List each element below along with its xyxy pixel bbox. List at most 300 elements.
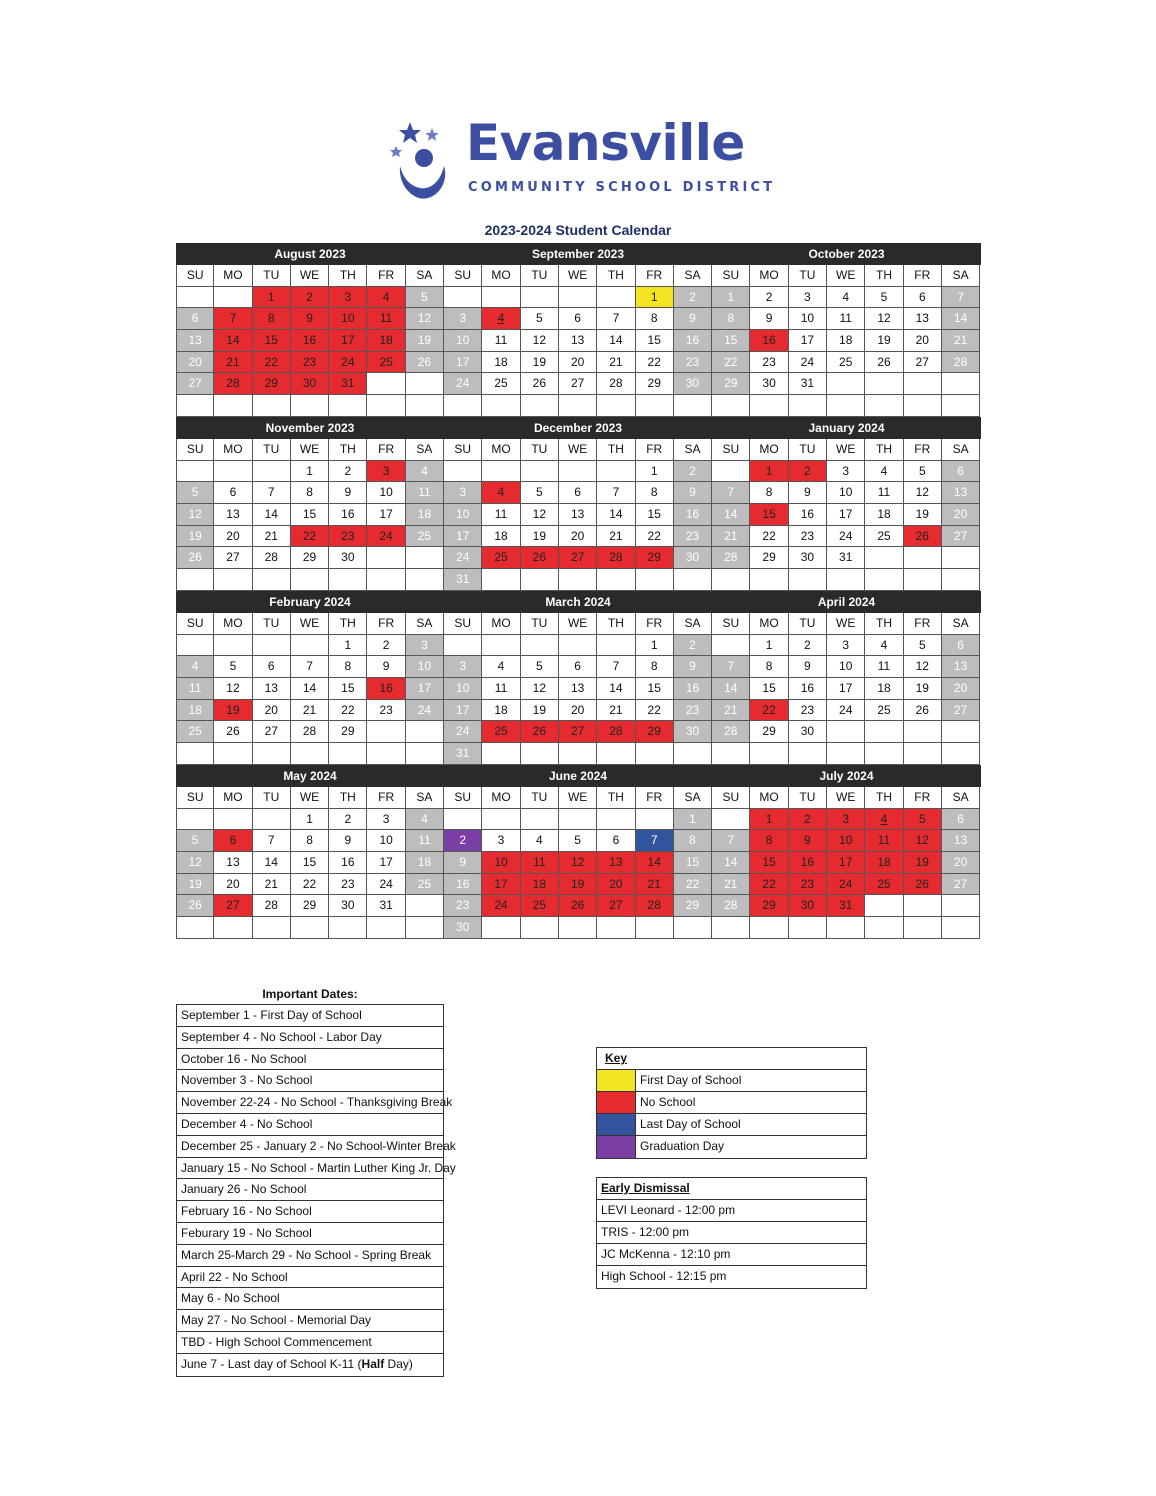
day-cell: 17: [827, 504, 865, 526]
day-cell: 20: [942, 504, 980, 526]
day-cell: 21: [712, 874, 750, 896]
day-cell: 22: [291, 526, 329, 548]
week-row: [176, 721, 981, 743]
important-date-item: April 22 - No School: [177, 1267, 443, 1289]
day-cell: 14: [636, 852, 674, 874]
day-cell: [712, 635, 750, 657]
day-cell: 15: [291, 504, 329, 526]
day-cell: 26: [406, 352, 444, 374]
weekday-label: SA: [406, 265, 444, 287]
day-cell: 13: [214, 852, 252, 874]
day-cell: [597, 287, 635, 309]
day-cell: 12: [904, 482, 942, 504]
day-cell: 26: [904, 526, 942, 548]
day-cell: 4: [176, 656, 214, 678]
week-row: [176, 656, 981, 678]
day-cell: 5: [904, 809, 942, 831]
day-cell: 10: [367, 482, 405, 504]
day-cell: 25: [406, 874, 444, 896]
day-cell: 27: [942, 526, 980, 548]
day-cell: 24: [789, 352, 827, 374]
day-cell: 18: [406, 852, 444, 874]
day-cell: 4: [521, 830, 559, 852]
day-cell: 1: [253, 287, 291, 309]
day-cell: 4: [482, 482, 520, 504]
month-title-bar: [176, 765, 981, 787]
day-cell: 7: [597, 656, 635, 678]
weekday-header-row: [176, 613, 981, 635]
day-cell: 17: [329, 330, 367, 352]
day-cell: 4: [482, 308, 520, 330]
day-cell: [559, 461, 597, 483]
week-row: [176, 526, 981, 548]
weekday-label: WE: [827, 613, 865, 635]
day-cell: 30: [329, 547, 367, 569]
month-title: February 2024: [269, 595, 351, 609]
weekday-label: TH: [865, 787, 903, 809]
day-cell: 22: [636, 700, 674, 722]
weekday-label: TU: [789, 613, 827, 635]
day-cell: 22: [712, 352, 750, 374]
day-cell: 28: [636, 895, 674, 917]
weekday-label: MO: [214, 787, 252, 809]
day-cell: [865, 743, 903, 765]
day-cell: 28: [597, 547, 635, 569]
day-cell: 21: [291, 700, 329, 722]
weekday-label: TU: [789, 265, 827, 287]
day-cell: [253, 461, 291, 483]
day-cell: 13: [214, 504, 252, 526]
day-cell: [904, 895, 942, 917]
day-cell: [367, 395, 405, 417]
day-cell: [521, 569, 559, 591]
day-cell: 7: [597, 308, 635, 330]
day-cell: [214, 461, 252, 483]
week-row: [176, 830, 981, 852]
day-cell: [214, 635, 252, 657]
day-cell: 22: [674, 874, 712, 896]
day-cell: [750, 569, 788, 591]
day-cell: 17: [789, 330, 827, 352]
day-cell: 18: [482, 700, 520, 722]
weekday-label: WE: [559, 787, 597, 809]
weekday-label: WE: [291, 787, 329, 809]
day-cell: [712, 569, 750, 591]
day-cell: 11: [521, 852, 559, 874]
day-cell: 16: [750, 330, 788, 352]
key-swatch: [597, 1092, 636, 1113]
day-cell: 10: [827, 830, 865, 852]
day-cell: 23: [789, 526, 827, 548]
weekday-label: FR: [904, 787, 942, 809]
day-cell: 25: [176, 721, 214, 743]
day-cell: 16: [674, 504, 712, 526]
day-cell: [521, 287, 559, 309]
day-cell: 28: [597, 373, 635, 395]
day-cell: 28: [712, 547, 750, 569]
weekday-label: SA: [406, 439, 444, 461]
day-cell: 11: [865, 830, 903, 852]
weekday-label: WE: [559, 613, 597, 635]
day-cell: 19: [904, 504, 942, 526]
day-cell: [253, 395, 291, 417]
day-cell: 12: [521, 330, 559, 352]
day-cell: 4: [865, 809, 903, 831]
day-cell: [827, 373, 865, 395]
day-cell: [291, 743, 329, 765]
day-cell: [406, 373, 444, 395]
day-cell: [827, 917, 865, 939]
day-cell: 11: [406, 482, 444, 504]
day-cell: [865, 373, 903, 395]
day-cell: 2: [444, 830, 482, 852]
day-cell: 7: [253, 830, 291, 852]
day-cell: 1: [291, 461, 329, 483]
day-cell: 21: [942, 330, 980, 352]
day-cell: 9: [789, 830, 827, 852]
day-cell: [942, 547, 980, 569]
day-cell: 18: [865, 852, 903, 874]
day-cell: 22: [291, 874, 329, 896]
key-header: [597, 1048, 866, 1070]
weekday-label: FR: [636, 787, 674, 809]
day-cell: 1: [329, 635, 367, 657]
day-cell: [597, 917, 635, 939]
day-cell: 23: [674, 700, 712, 722]
day-cell: 4: [827, 287, 865, 309]
weekday-label: TU: [253, 439, 291, 461]
weekday-label: TU: [521, 265, 559, 287]
weekday-label: SU: [444, 439, 482, 461]
day-cell: 15: [636, 678, 674, 700]
day-cell: 10: [789, 308, 827, 330]
weekday-label: SU: [444, 265, 482, 287]
day-cell: [559, 569, 597, 591]
day-cell: 23: [329, 874, 367, 896]
day-cell: 5: [521, 656, 559, 678]
month-title: December 2023: [533, 421, 623, 435]
day-cell: 13: [559, 678, 597, 700]
day-cell: 12: [559, 852, 597, 874]
day-cell: 18: [406, 504, 444, 526]
key-item: [597, 1114, 866, 1136]
star-figure-icon: [388, 118, 448, 206]
day-cell: [712, 743, 750, 765]
day-cell: [253, 635, 291, 657]
day-cell: 15: [674, 852, 712, 874]
day-cell: 11: [482, 678, 520, 700]
day-cell: 29: [750, 721, 788, 743]
day-cell: [942, 569, 980, 591]
key-swatch: [597, 1070, 636, 1091]
day-cell: 8: [636, 308, 674, 330]
day-cell: 1: [291, 809, 329, 831]
day-cell: 21: [712, 526, 750, 548]
day-cell: 28: [253, 547, 291, 569]
day-cell: [674, 743, 712, 765]
day-cell: 3: [482, 830, 520, 852]
day-cell: [482, 743, 520, 765]
weekday-header-row: [176, 787, 981, 809]
district-name: Evansville: [466, 114, 745, 172]
weekday-label: TH: [597, 265, 635, 287]
day-cell: [482, 635, 520, 657]
weekday-label: TU: [253, 265, 291, 287]
day-cell: 5: [406, 287, 444, 309]
day-cell: 3: [827, 809, 865, 831]
day-cell: 7: [253, 482, 291, 504]
day-cell: [865, 547, 903, 569]
weekday-label: MO: [482, 787, 520, 809]
day-cell: 25: [482, 721, 520, 743]
day-cell: 6: [597, 830, 635, 852]
important-dates-title: Important Dates:: [262, 987, 358, 1001]
day-cell: [444, 809, 482, 831]
day-cell: 14: [712, 504, 750, 526]
day-cell: 20: [176, 352, 214, 374]
day-cell: [214, 287, 252, 309]
weekday-label: TU: [521, 439, 559, 461]
weekday-label: WE: [827, 787, 865, 809]
day-cell: 27: [214, 895, 252, 917]
day-cell: 20: [559, 526, 597, 548]
day-cell: 31: [827, 895, 865, 917]
day-cell: 27: [176, 373, 214, 395]
day-cell: [253, 743, 291, 765]
day-cell: 14: [597, 678, 635, 700]
day-cell: [521, 743, 559, 765]
important-date-item: November 22-24 - No School - Thanksgiving Break: [177, 1092, 443, 1114]
day-cell: [291, 917, 329, 939]
day-cell: [176, 635, 214, 657]
key-label: First Day of School: [640, 1073, 742, 1087]
day-cell: 29: [329, 721, 367, 743]
day-cell: 16: [444, 874, 482, 896]
day-cell: 28: [253, 895, 291, 917]
day-cell: 19: [904, 678, 942, 700]
day-cell: 23: [444, 895, 482, 917]
day-cell: [521, 635, 559, 657]
important-date-item: December 25 - January 2 - No School-Winter Break: [177, 1136, 443, 1158]
day-cell: 8: [291, 830, 329, 852]
month-title-bar: [176, 417, 981, 439]
day-cell: 23: [750, 352, 788, 374]
important-date-item: December 4 - No School: [177, 1114, 443, 1136]
week-row: [176, 569, 981, 591]
day-cell: [521, 809, 559, 831]
day-cell: 3: [406, 635, 444, 657]
day-cell: 12: [214, 678, 252, 700]
day-cell: [789, 917, 827, 939]
day-cell: 3: [444, 308, 482, 330]
day-cell: [329, 743, 367, 765]
day-cell: 3: [367, 809, 405, 831]
day-cell: 4: [406, 809, 444, 831]
day-cell: [482, 809, 520, 831]
day-cell: 13: [253, 678, 291, 700]
day-cell: 21: [597, 700, 635, 722]
day-cell: 12: [176, 852, 214, 874]
day-cell: 21: [253, 874, 291, 896]
important-date-item: February 16 - No School: [177, 1201, 443, 1223]
day-cell: 30: [789, 721, 827, 743]
day-cell: 18: [482, 526, 520, 548]
day-cell: [712, 917, 750, 939]
day-cell: 9: [750, 308, 788, 330]
day-cell: 25: [865, 874, 903, 896]
weekday-label: SA: [674, 265, 712, 287]
day-cell: 8: [712, 308, 750, 330]
week-row: [176, 895, 981, 917]
day-cell: 2: [674, 635, 712, 657]
day-cell: [942, 373, 980, 395]
day-cell: 21: [597, 526, 635, 548]
day-cell: [827, 743, 865, 765]
weekday-label: TU: [789, 787, 827, 809]
day-cell: 2: [367, 635, 405, 657]
day-cell: [904, 721, 942, 743]
day-cell: 19: [176, 526, 214, 548]
day-cell: 17: [444, 526, 482, 548]
weekday-label: MO: [482, 439, 520, 461]
day-cell: [904, 547, 942, 569]
day-cell: 9: [329, 830, 367, 852]
weekday-label: MO: [214, 439, 252, 461]
day-cell: [367, 547, 405, 569]
day-cell: [865, 895, 903, 917]
day-cell: [406, 547, 444, 569]
calendar-title: 2023-2024 Student Calendar: [484, 222, 672, 238]
weekday-label: TH: [597, 439, 635, 461]
day-cell: 27: [559, 547, 597, 569]
day-cell: [865, 395, 903, 417]
day-cell: 30: [329, 895, 367, 917]
key-label: No School: [640, 1095, 696, 1109]
day-cell: 8: [636, 656, 674, 678]
day-cell: 7: [214, 308, 252, 330]
day-cell: [406, 743, 444, 765]
day-cell: [865, 569, 903, 591]
day-cell: 12: [176, 504, 214, 526]
early-dismissal-title: Early Dismissal: [601, 1181, 690, 1195]
weekday-label: MO: [750, 439, 788, 461]
day-cell: 23: [789, 874, 827, 896]
day-cell: 18: [367, 330, 405, 352]
day-cell: 14: [253, 852, 291, 874]
day-cell: [750, 917, 788, 939]
day-cell: [674, 395, 712, 417]
day-cell: 20: [942, 678, 980, 700]
weekday-label: TH: [865, 439, 903, 461]
important-date-item: Feburary 19 - No School: [177, 1223, 443, 1245]
weekday-label: MO: [214, 613, 252, 635]
day-cell: [942, 917, 980, 939]
day-cell: 26: [521, 721, 559, 743]
day-cell: [482, 917, 520, 939]
day-cell: 5: [521, 482, 559, 504]
day-cell: 22: [636, 352, 674, 374]
day-cell: 19: [521, 700, 559, 722]
day-cell: 13: [942, 656, 980, 678]
day-cell: 16: [329, 852, 367, 874]
calendar-grid: [176, 243, 981, 939]
day-cell: [674, 569, 712, 591]
day-cell: 7: [712, 830, 750, 852]
day-cell: [367, 721, 405, 743]
weekday-label: FR: [636, 439, 674, 461]
important-date-item: January 26 - No School: [177, 1179, 443, 1201]
month-title: May 2024: [283, 769, 337, 783]
day-cell: 7: [712, 482, 750, 504]
day-cell: 2: [789, 635, 827, 657]
day-cell: 11: [865, 482, 903, 504]
day-cell: 19: [559, 874, 597, 896]
day-cell: [827, 569, 865, 591]
day-cell: 19: [521, 352, 559, 374]
day-cell: 26: [176, 895, 214, 917]
day-cell: 27: [214, 547, 252, 569]
day-cell: 1: [750, 635, 788, 657]
day-cell: 11: [482, 330, 520, 352]
day-cell: 15: [750, 504, 788, 526]
day-cell: [597, 635, 635, 657]
calendar-quarter: [176, 591, 981, 765]
day-cell: 20: [214, 526, 252, 548]
key-title: Key: [605, 1051, 628, 1065]
day-cell: 15: [253, 330, 291, 352]
day-cell: 26: [521, 373, 559, 395]
day-cell: [521, 461, 559, 483]
day-cell: 13: [176, 330, 214, 352]
day-cell: 13: [597, 852, 635, 874]
calendar-quarter: [176, 765, 981, 939]
day-cell: 21: [636, 874, 674, 896]
day-cell: 11: [176, 678, 214, 700]
day-cell: [367, 569, 405, 591]
day-cell: 31: [827, 547, 865, 569]
week-row: [176, 373, 981, 395]
weekday-label: TH: [865, 265, 903, 287]
day-cell: 5: [904, 635, 942, 657]
weekday-label: SA: [406, 787, 444, 809]
weekday-label: FR: [904, 613, 942, 635]
day-cell: [291, 569, 329, 591]
day-cell: 8: [253, 308, 291, 330]
early-dismissal-header: [597, 1178, 866, 1200]
day-cell: 2: [674, 287, 712, 309]
day-cell: 28: [712, 721, 750, 743]
day-cell: [942, 395, 980, 417]
day-cell: 23: [329, 526, 367, 548]
month-title: January 2024: [808, 421, 885, 435]
day-cell: [482, 287, 520, 309]
day-cell: 10: [406, 656, 444, 678]
day-cell: 9: [329, 482, 367, 504]
week-row: [176, 852, 981, 874]
day-cell: [904, 395, 942, 417]
day-cell: 17: [367, 852, 405, 874]
day-cell: [865, 917, 903, 939]
day-cell: 9: [789, 482, 827, 504]
key-swatch: [597, 1114, 636, 1135]
day-cell: 28: [214, 373, 252, 395]
day-cell: 10: [444, 504, 482, 526]
day-cell: 5: [176, 482, 214, 504]
day-cell: 26: [521, 547, 559, 569]
day-cell: 6: [942, 461, 980, 483]
day-cell: [482, 395, 520, 417]
day-cell: 10: [827, 656, 865, 678]
